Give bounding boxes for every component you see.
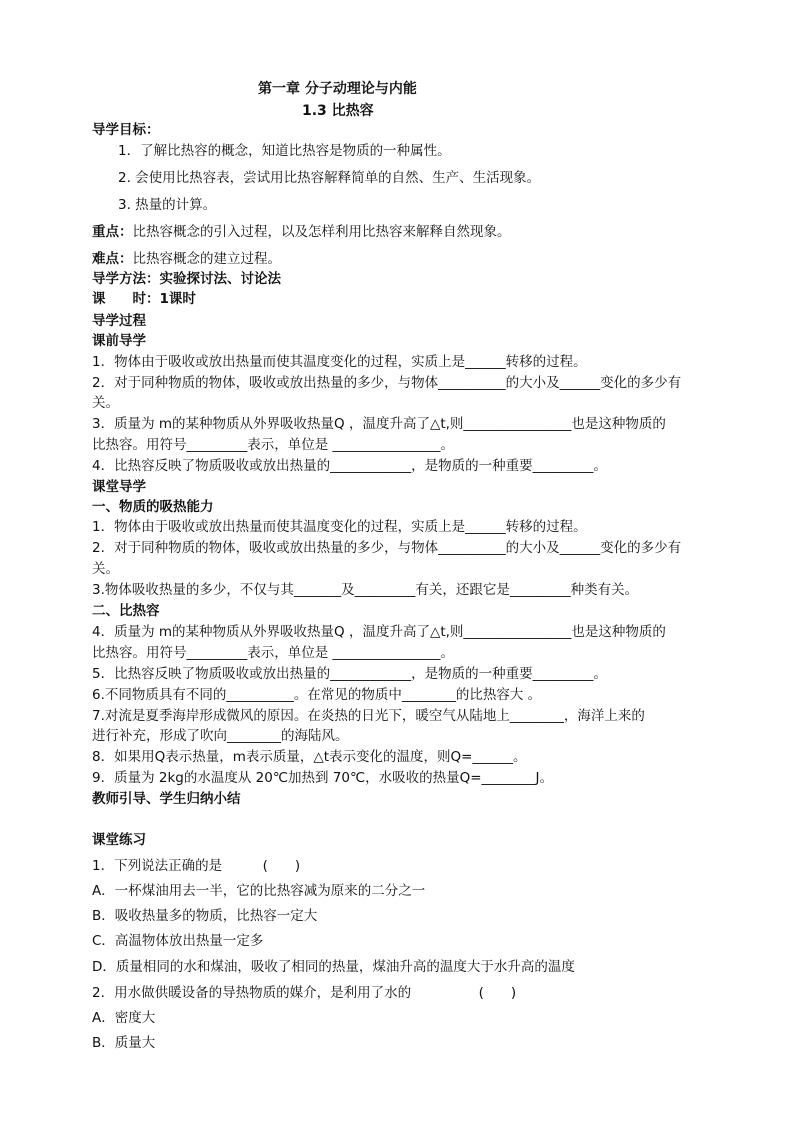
practice-line: A．密度大: [92, 1010, 156, 1026]
goal-item: 3. 热量的计算。: [118, 197, 217, 213]
pre-line: 1．物体由于吸收或放出热量而使其温度变化的过程，实质上是______转移的过程。: [92, 354, 587, 370]
method-line: 导学方法：实验探讨法、讨论法: [92, 271, 281, 287]
key-text: 比热容概念的引入过程，以及怎样利用比热容来解释自然现象。: [132, 224, 511, 240]
period-line: 课 时：1课时: [92, 291, 196, 307]
class-line: 2．对于同种物质的物体，吸收或放出热量的多少，与物体__________的大小及______变化的多少有: [92, 540, 682, 556]
pre-heading: 课前导学: [92, 333, 146, 349]
key-point: [92, 223, 712, 241]
class-line: 8．如果用Q表示热量，m表示质量，△t表示变化的温度，则Q=______。: [92, 749, 527, 765]
pre-line: 3．质量为 m的某种物质从外界吸收热量Q ，温度升高了△t,则________________也是这种物质的: [92, 416, 666, 432]
class-line: 进行补充，形成了吹向________的海陆风。: [92, 728, 349, 744]
pre-line: 4．比热容反映了物质吸收或放出热量的____________，是物质的一种重要_________。: [92, 458, 607, 474]
pre-line: 比热容。用符号_________表示，单位是 ________________。: [92, 437, 455, 453]
class-line: 关。: [92, 561, 119, 577]
practice-heading: 课堂练习: [92, 832, 146, 848]
class-sub2: 二、比热容: [92, 603, 160, 619]
class-line: 比热容。用符号_________表示，单位是 ________________。: [92, 645, 455, 661]
class-line: 5．比热容反映了物质吸收或放出热量的____________，是物质的一种重要_________。: [92, 666, 607, 682]
summary-heading: 教师引导、学生归纳小结: [92, 791, 241, 807]
practice-line: B．吸收热量多的物质，比热容一定大: [92, 908, 318, 924]
class-heading: 课堂导学: [92, 479, 146, 495]
goals-heading: 导学目标：: [92, 122, 160, 138]
difficulty-point: [92, 250, 712, 268]
pre-line: 2．对于同种物质的物体，吸收或放出热量的多少，与物体__________的大小及______变化的多少有: [92, 375, 682, 391]
section-title: 1.3 比热容: [302, 103, 374, 119]
process-heading: 导学过程: [92, 313, 146, 329]
difficulty-label: 难点：: [92, 251, 133, 267]
chapter-title: 第一章 分子动理论与内能: [258, 81, 417, 97]
difficulty-text: 比热容概念的建立过程。: [132, 251, 281, 267]
practice-line: 2．用水做供暖设备的导热物质的媒介，是利用了水的 ( ): [92, 985, 517, 1001]
goal-item: 2. 会使用比热容表，尝试用比热容解释简单的自然、生产、生活现象。: [118, 170, 541, 186]
class-line: 3.物体吸收热量的多少，不仅与其_______及_________有关，还跟它是_________种类有关。: [92, 582, 639, 598]
practice-line: 1．下列说法正确的是 ( ): [92, 858, 301, 874]
goal-item: 1．了解比热容的概念，知道比热容是物质的一种属性。: [118, 143, 451, 159]
practice-line: C．高温物体放出热量一定多: [92, 933, 264, 949]
class-line: 4．质量为 m的某种物质从外界吸收热量Q ，温度升高了△t,则________________也是这种物质的: [92, 624, 666, 640]
class-sub1: 一、物质的吸热能力: [92, 499, 214, 515]
class-line: 1．物体由于吸收或放出热量而使其温度变化的过程，实质上是______转移的过程。: [92, 519, 587, 535]
practice-line: D．质量相同的水和煤油，吸收了相同的热量，煤油升高的温度大于水升高的温度: [92, 959, 575, 975]
pre-line: 关。: [92, 395, 119, 411]
class-line: 9．质量为 2kg的水温度从 20℃加热到 70℃，水吸收的热量Q=________J。: [92, 770, 554, 786]
practice-line: A．一杯煤油用去一半，它的比热容减为原来的二分之一: [92, 883, 426, 899]
class-line: 6.不同物质具有不同的__________。在常见的物质中________的比热容大 。: [92, 687, 542, 703]
class-line: 7.对流是夏季海岸形成微风的原因。在炎热的日光下，暖空气从陆地上________，海洋上来的: [92, 708, 645, 724]
practice-line: B．质量大: [92, 1035, 156, 1051]
key-label: 重点：: [92, 224, 133, 240]
